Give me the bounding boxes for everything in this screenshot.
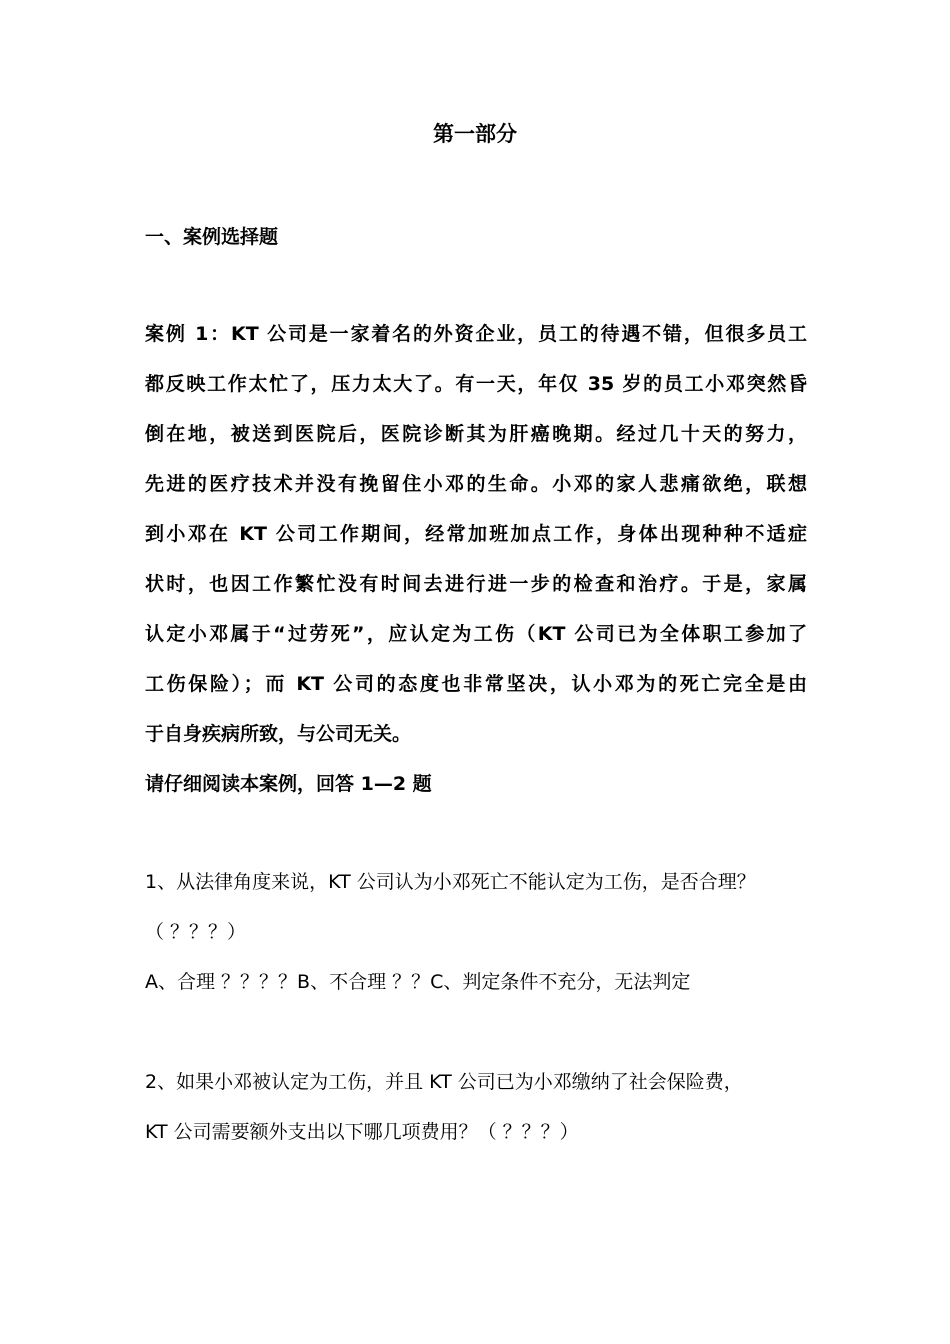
- case-line: 倒在地，被送到医院后，医院诊断其为肝癌晚期。经过几十天的努力，: [145, 423, 807, 445]
- case-line: 工伤保险）；而 KT 公司的态度也非常坚决，认小邓为的死亡完全是由: [145, 673, 807, 695]
- case-line: 认定小邓属于“过劳死”，应认定为工伤（KT 公司已为全体职工参加了: [145, 623, 807, 645]
- case-line: 都反映工作太忙了，压力太大了。有一天，年仅 35 岁的员工小邓突然昏: [145, 373, 807, 395]
- section-heading: 一、案例选择题: [145, 226, 279, 248]
- case-line: 先进的医疗技术并没有挽留住小邓的生命。小邓的家人悲痛欲绝，联想: [145, 473, 807, 495]
- case-line: 到小邓在 KT 公司工作期间，经常加班加点工作，身体出现种种不适症: [145, 523, 807, 545]
- question-1-options: A、合理 ？？？？B、不合理 ？？C、判定条件不充分，无法判定: [145, 971, 691, 993]
- case-text: [145, 316, 807, 766]
- case-line: 于自身疾病所致，与公司无关。: [145, 723, 412, 745]
- page-title: 第一部分: [433, 122, 517, 146]
- question-2-stem-continued: KT 公司需要额外支出以下哪几项费用？（ ？？？）: [145, 1121, 579, 1143]
- question-1-stem: 1、从法律角度来说，KT 公司认为小邓死亡不能认定为工伤，是否合理？: [145, 871, 756, 893]
- case-line: 状时，也因工作繁忙没有时间去进行进一步的检查和治疗。于是，家属: [145, 573, 807, 595]
- case-instruction: 请仔细阅读本案例，回答 1—2 题: [145, 773, 432, 795]
- question-1-answer-blank: （ ？？？）: [145, 921, 247, 943]
- case-line: 案例 1：KT 公司是一家着名的外资企业，员工的待遇不错，但很多员工: [145, 323, 807, 345]
- question-2-stem: 2、如果小邓被认定为工伤，并且 KT 公司已为小邓缴纳了社会保险费，: [145, 1071, 743, 1093]
